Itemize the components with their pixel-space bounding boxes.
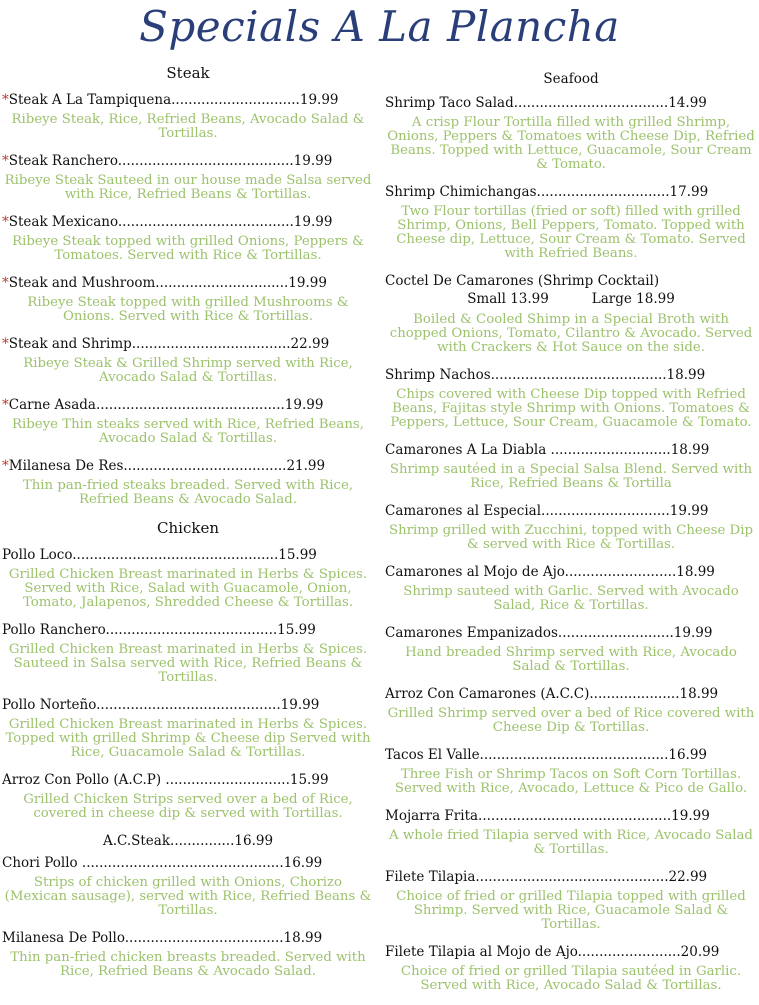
menu-item-name-price: Steak Mexicano.........................................19.99	[8, 214, 333, 230]
menu-item-line	[2, 547, 374, 563]
menu-item-name-price: Steak and Shrimp.....................................22.99	[8, 336, 330, 352]
star-marker: *	[2, 336, 9, 352]
menu-item-description: Choice of fried or grilled Tilapia sautéed in Garlic. Served with Rice, Avocado Salad & Tortillas.	[400, 964, 742, 993]
menu-item-description: Ribeye Steak topped with grilled Onions, Peppers & Tomatoes. Served with Rice & Tortillas.	[12, 234, 364, 263]
menu-item-line	[2, 336, 374, 352]
menu-item-line	[385, 625, 757, 641]
menu-item-name-price: Chori Pollo ...............................................16.99	[2, 855, 323, 871]
menu-item-line	[2, 397, 374, 413]
menu-item-name-price: Pollo Ranchero........................................15.99	[2, 622, 316, 638]
menu-item-line	[2, 697, 374, 713]
menu-item-line	[385, 95, 757, 111]
menu-item-description: Chips covered with Cheese Dip topped with Refried Beans, Fajitas style Shrimp with Onions. Tomatoes & Peppers, Lettuce, Sour Cream, Guacamole & Tomato.	[390, 387, 752, 430]
menu-item-name-price: Steak and Mushroom...............................19.99	[8, 275, 327, 291]
menu-item-description: Grilled Chicken Strips served over a bed of Rice, covered in cheese dip & served with Tortillas.	[23, 792, 353, 821]
menu-item-description: Boiled & Cooled Shimp in a Special Broth with chopped Onions, Tomato, Cilantro & Avocado. Served with Crackers & Hot Sauce on the side.	[389, 312, 753, 355]
menu-item-name-price: Tacos El Valle............................................16.99	[385, 747, 708, 763]
menu-item-name-price: Steak Ranchero.........................................19.99	[8, 153, 333, 169]
menu-item-line	[385, 503, 757, 519]
menu-item-name-price: Milanesa De Pollo.....................................18.99	[2, 930, 323, 946]
menu-item-description: Choice of fried or grilled Tilapia topped with grilled Shrimp. Served with Rice, Guacamole Salad & Tortillas.	[396, 889, 746, 932]
steak-items	[2, 92, 374, 507]
star-marker: *	[2, 275, 9, 291]
menu-item-line	[2, 855, 374, 871]
menu-item-line	[2, 772, 374, 788]
menu-item-description: Thin pan-fried steaks breaded. Served with Rice, Refried Beans & Avocado Salad.	[22, 478, 354, 507]
menu-item-sub-price: Small 13.99 Large 18.99	[467, 291, 675, 307]
menu-item-description: Grilled Shrimp served over a bed of Rice covered with Cheese Dip & Tortillas.	[387, 706, 755, 735]
menu-item-description: Three Fish or Shrimp Tacos on Soft Corn Tortillas. Served with Rice, Avocado, Lettuce & Pico de Gallo.	[394, 767, 748, 796]
menu-item-name-price: Pollo Norteño...........................................19.99	[2, 697, 320, 713]
menu-item-line	[385, 273, 757, 289]
menu-item-name-price: Carne Asada............................................19.99	[8, 397, 324, 413]
menu-item-name-price: Shrimp Chimichangas...............................17.99	[385, 184, 709, 200]
menu-item-line	[385, 944, 757, 960]
menu-item-line	[2, 930, 374, 946]
menu-item-line	[2, 92, 374, 108]
menu-item-line	[2, 275, 374, 291]
menu-item-name-price: Camarones al Especial..............................19.99	[385, 503, 709, 519]
menu-item-line	[385, 564, 757, 580]
menu-item-name-price: Filete Tilapia al Mojo de Ajo........................20.99	[385, 944, 720, 960]
left-column	[2, 62, 374, 991]
menu-item-line	[2, 458, 374, 474]
menu-item-description: Ribeye Steak & Grilled Shrimp served with Rice, Avocado Salad & Tortillas.	[23, 356, 353, 385]
right-column	[385, 62, 757, 1005]
menu-item-line	[2, 153, 374, 169]
menu-item-name-price: Mojarra Frita.............................................19.99	[385, 808, 710, 824]
menu-item-name-price: Camarones Empanizados...........................19.99	[385, 625, 713, 641]
menu-item-description: Shrimp sauteed with Garlic. Served with Avocado Salad, Rice & Tortillas.	[403, 584, 739, 613]
menu-item-line	[385, 808, 757, 824]
menu-item-line	[385, 869, 757, 885]
menu-item-line	[385, 442, 757, 458]
menu-item-name-price: Milanesa De Res......................................21.99	[8, 458, 326, 474]
section-heading-seafood: Seafood	[543, 71, 599, 87]
menu-item-description: Ribeye Thin steaks served with Rice, Refried Beans, Avocado Salad & Tortillas.	[12, 417, 364, 446]
menu-item-description: Shrimp sautéed in a Special Salsa Blend. Served with Rice, Refried Beans & Tortilla	[389, 462, 753, 491]
menu-item-name-price: Camarones al Mojo de Ajo..........................18.99	[385, 564, 715, 580]
menu-item-name-price: Shrimp Taco Salad....................................14.99	[385, 95, 707, 111]
menu-item-description: Ribeye Steak Sauteed in our house made Salsa served with Rice, Refried Beans & Tortillas.	[4, 173, 372, 202]
menu-item-description: Grilled Chicken Breast marinated in Herbs & Spices. Topped with grilled Shrimp & Cheese dip Served with Rice, Guacamole Salad & Tortillas.	[5, 717, 371, 760]
menu-item-name-price: Shrimp Nachos.........................................18.99	[385, 367, 706, 383]
menu-item-line	[2, 214, 374, 230]
star-marker: *	[2, 397, 9, 413]
menu-item-description: A whole fried Tilapia served with Rice, Avocado Salad & Tortillas.	[389, 828, 753, 857]
menu-item-name-price: Steak A La Tampiquena..............................19.99	[8, 92, 339, 108]
menu-item-name-price: Arroz Con Pollo (A.C.P) .............................15.99	[2, 772, 329, 788]
menu-item-description: Ribeye Steak, Rice, Refried Beans, Avocado Salad & Tortillas.	[11, 112, 365, 141]
menu-item-name-price: Pollo Loco................................................15.99	[2, 547, 317, 563]
menu-item-description: Two Flour tortillas (fried or soft) filled with grilled Shrimp, Onions, Bell Peppers, Tomato. Topped with Cheese dip, Lettuce, Sour Cream & Tomato. Served with Refried Beans.	[396, 204, 746, 261]
star-marker: *	[2, 153, 9, 169]
menu-item-sub-price: A.C.Steak...............16.99	[102, 833, 274, 849]
menu-item-name-price: Camarones A La Diabla ............................18.99	[385, 442, 710, 458]
menu-item-description: Shrimp grilled with Zucchini, topped with Cheese Dip & served with Rice & Tortillas.	[389, 523, 753, 552]
menu-item-name-price: Coctel De Camarones (Shrimp Cocktail)	[385, 273, 660, 289]
menu-item-line	[385, 184, 757, 200]
section-heading-chicken: Chicken	[157, 519, 219, 537]
menu-item-description: Ribeye Steak topped with grilled Mushrooms & Onions. Served with Rice & Tortillas.	[27, 295, 349, 324]
menu-item-description: Hand breaded Shrimp served with Rice, Avocado Salad & Tortillas.	[405, 645, 737, 674]
seafood-items	[385, 95, 757, 993]
star-marker: *	[2, 92, 9, 108]
menu-item-description: A crisp Flour Tortilla filled with grilled Shrimp, Onions, Peppers & Tomatoes with Cheese Dip, Refried Beans. Topped with Lettuce, Guacamole, Sour Cream & Tomato.	[387, 115, 755, 172]
menu-item-description: Thin pan-fried chicken breasts breaded. Served with Rice, Refried Beans & Avocado Salad.	[10, 950, 366, 979]
menu-item-description: Grilled Chicken Breast marinated in Herbs & Spices. Served with Rice, Salad with Guacamole, Onion, Tomato, Jalapenos, Shredded Cheese & Tortillas.	[8, 567, 368, 610]
chicken-items	[2, 547, 374, 979]
menu-item-line	[385, 367, 757, 383]
menu-item-description: Strips of chicken grilled with Onions, Chorizo (Mexican sausage), served with Rice, Refried Beans & Tortillas.	[4, 875, 372, 918]
menu-item-name-price: Filete Tilapia.............................................22.99	[385, 869, 708, 885]
menu-item-description: Grilled Chicken Breast marinated in Herbs & Spices. Sauteed in Salsa served with Rice, Refried Beans & Tortillas.	[8, 642, 368, 685]
star-marker: *	[2, 214, 9, 230]
section-heading-steak: Steak	[166, 64, 210, 82]
menu-item-line	[385, 686, 757, 702]
menu-item-name-price: Arroz Con Camarones (A.C.C).....................18.99	[385, 686, 719, 702]
menu-item-line	[2, 622, 374, 638]
menu-item-line	[385, 747, 757, 763]
star-marker: *	[2, 458, 9, 474]
menu-title: Specials A La Plancha	[139, 2, 620, 51]
